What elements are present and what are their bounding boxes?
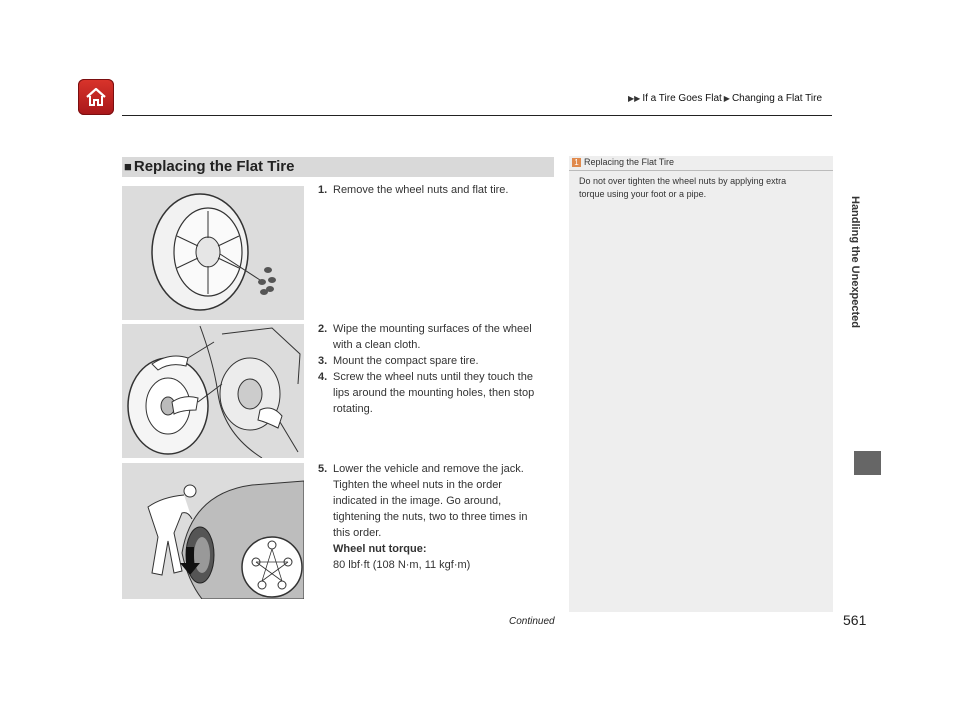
figure-remove-tire — [122, 186, 304, 320]
home-icon — [84, 85, 108, 109]
header-divider — [122, 115, 832, 116]
note-panel — [569, 156, 833, 612]
step-5: 5. Lower the vehicle and remove the jack. Tighten the wheel nuts in the order indicated in the image. Go around, tightening the nuts, two to three times in this order. Wheel nut torque: 80 lbf·ft (108 N·m, 11 kgf·m) — [318, 463, 528, 571]
section-title: ■ Replacing the Flat Tire — [124, 158, 295, 175]
home-button[interactable] — [78, 79, 114, 115]
note-marker-icon: 1 — [572, 158, 581, 167]
square-bullet-icon: ■ — [124, 159, 132, 174]
step-3: 3. Mount the compact spare tire. — [318, 355, 479, 367]
side-tab-label[interactable]: Handling the Unexpected — [849, 196, 861, 329]
side-tab-marker — [854, 451, 881, 475]
step-1: 1. Remove the wheel nuts and flat tire. — [318, 184, 509, 196]
breadcrumb-link-flat-tire[interactable]: If a Tire Goes Flat — [642, 93, 722, 104]
figure-mount-spare — [122, 324, 304, 458]
note-body: Do not over tighten the wheel nuts by applying extra torque using your foot or a pipe. — [579, 176, 787, 199]
breadcrumb-arrow-icon: ▶ — [723, 94, 730, 103]
note-title[interactable]: 1 Replacing the Flat Tire — [572, 157, 674, 167]
continued-label: Continued — [509, 616, 555, 627]
step-2: 2. Wipe the mounting surfaces of the wheel with a clean cloth. — [318, 323, 532, 351]
figure-tighten-nuts — [122, 463, 304, 599]
breadcrumb-link-changing[interactable]: Changing a Flat Tire — [731, 93, 823, 104]
torque-value: 80 lbf·ft (108 N·m, 11 kgf·m) — [333, 559, 471, 571]
note-divider — [569, 170, 833, 171]
step-4: 4. Screw the wheel nuts until they touch the lips around the mounting holes, then stop rotating. — [318, 371, 535, 415]
torque-label: Wheel nut torque: — [333, 543, 427, 555]
page-number: 561 — [843, 612, 867, 628]
breadcrumb-arrow-icon: ▶▶ — [628, 94, 641, 103]
breadcrumb — [626, 93, 822, 104]
